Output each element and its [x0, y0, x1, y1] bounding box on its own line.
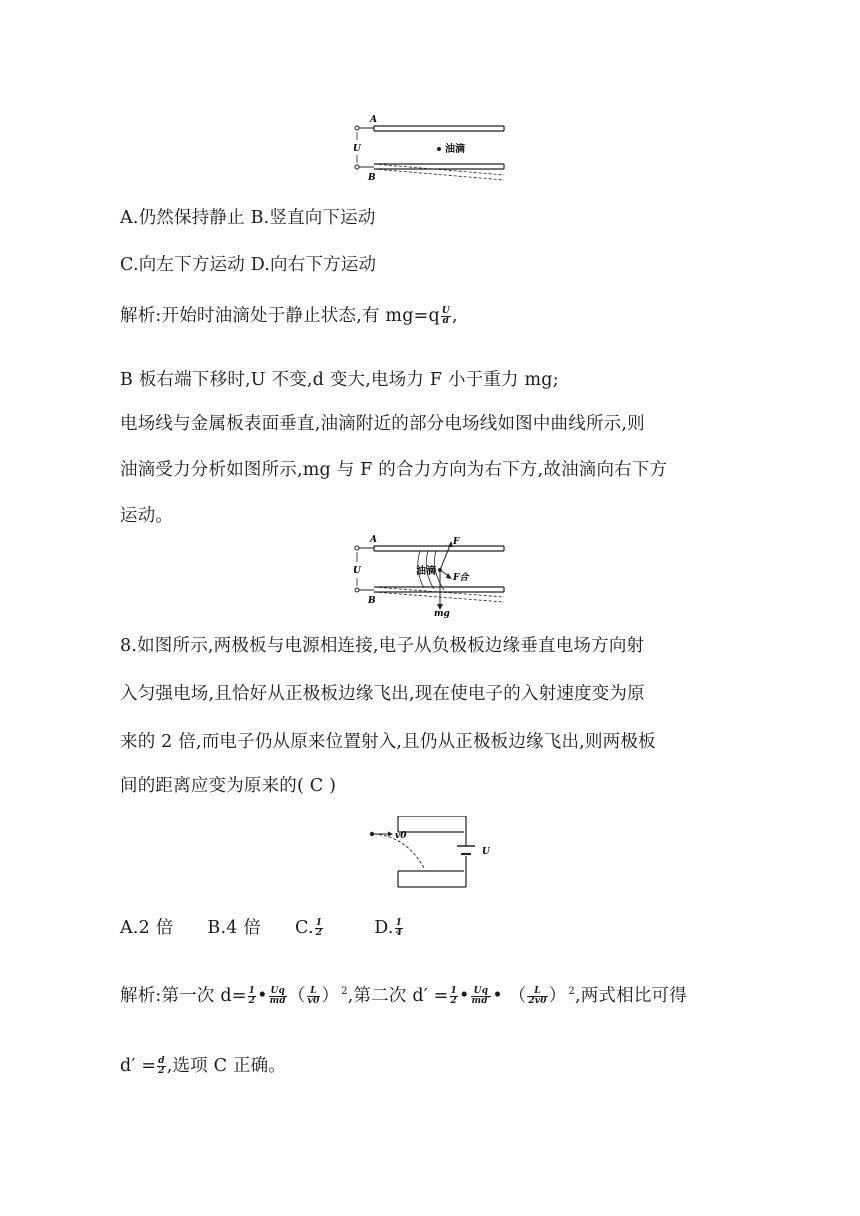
q7-analysis-line1: 解析:开始时油滴处于静止状态,有 mg=q $\frac{U}{d}$ ,: [120, 306, 458, 326]
q7-analysis-line2: B 板右端下移时,U 不变,d 变大,电场力 F 小于重力 mg;: [120, 370, 559, 390]
voltage-label: U: [482, 847, 490, 857]
q8-stem-line1: 8.如图所示,两极板与电源相连接,电子从负极板边缘垂直电场方向射: [120, 636, 645, 656]
q8-stem-line3: 来的 2 倍,而电子仍从原来位置射入,且仍从正极板边缘飞出,则两极板: [120, 732, 656, 752]
oil-drop-label: 油滴: [445, 144, 465, 155]
voltage-label: U: [353, 144, 361, 154]
q8-stem-line2: 入匀强电场,且恰好从正极板边缘飞出,现在使电子的入射速度变为原: [120, 684, 645, 704]
q7-analysis-prefix: 解析:开始时油滴处于静止状态,有 mg=q: [120, 306, 440, 326]
option-d: D. $\frac{1}{4}$: [374, 918, 403, 938]
option-a: A.2 倍: [120, 918, 174, 938]
plate-a-label: A: [370, 535, 377, 545]
q7-analysis-line3: 电场线与金属板表面垂直,油滴附近的部分电场线如图中曲线所示,则: [120, 414, 645, 434]
u-over-d-fraction: $\frac{U}{d}$: [441, 306, 450, 326]
force-f-label: F: [453, 537, 460, 547]
plate-b-label: B: [368, 596, 376, 606]
electron-deflection-figure: [366, 816, 516, 890]
q8-options: [120, 914, 404, 939]
q8-solution-line1: 解析:第一次 d= $\frac{1}{2}$ • $\frac{Uq}{md}$ （ $\frac{L}{v0}$ ） $^2$,第二次 d′ = $\frac{1}{2}$ • $\frac{Uq}{md'}$ • （ $\frac{L}{2v0}$ ） $^2$,两式相比可得: [120, 986, 687, 1006]
plate-b-label: B: [368, 173, 376, 183]
q8-stem-line4: 间的距离应变为原来的( C ): [120, 776, 337, 796]
capacitor-force-figure: [350, 532, 510, 618]
plate-a-label: A: [370, 115, 377, 125]
net-force-label: F合: [453, 573, 469, 583]
gravity-label: mg: [434, 609, 450, 618]
oil-drop-label: 油滴: [416, 566, 436, 577]
option-b: B.4 倍: [207, 918, 262, 938]
q7-analysis-line5: 运动。: [120, 506, 174, 526]
voltage-label: U: [353, 566, 361, 576]
q7-options-line2: C.向左下方运动 D.向右下方运动: [120, 255, 377, 275]
capacitor-figure-1: [350, 112, 510, 184]
q7-options-line1: A.仍然保持静止 B.竖直向下运动: [120, 208, 376, 228]
option-c: C. $\frac{1}{2}$: [295, 918, 323, 938]
q7-analysis-line4: 油滴受力分析如图所示,mg 与 F 的合力方向为右下方,故油滴向右下方: [120, 460, 668, 480]
velocity-label: v0: [395, 831, 407, 841]
q8-solution-line2: d′ = $\frac{d}{2}$ ,选项 C 正确。: [120, 1056, 287, 1076]
